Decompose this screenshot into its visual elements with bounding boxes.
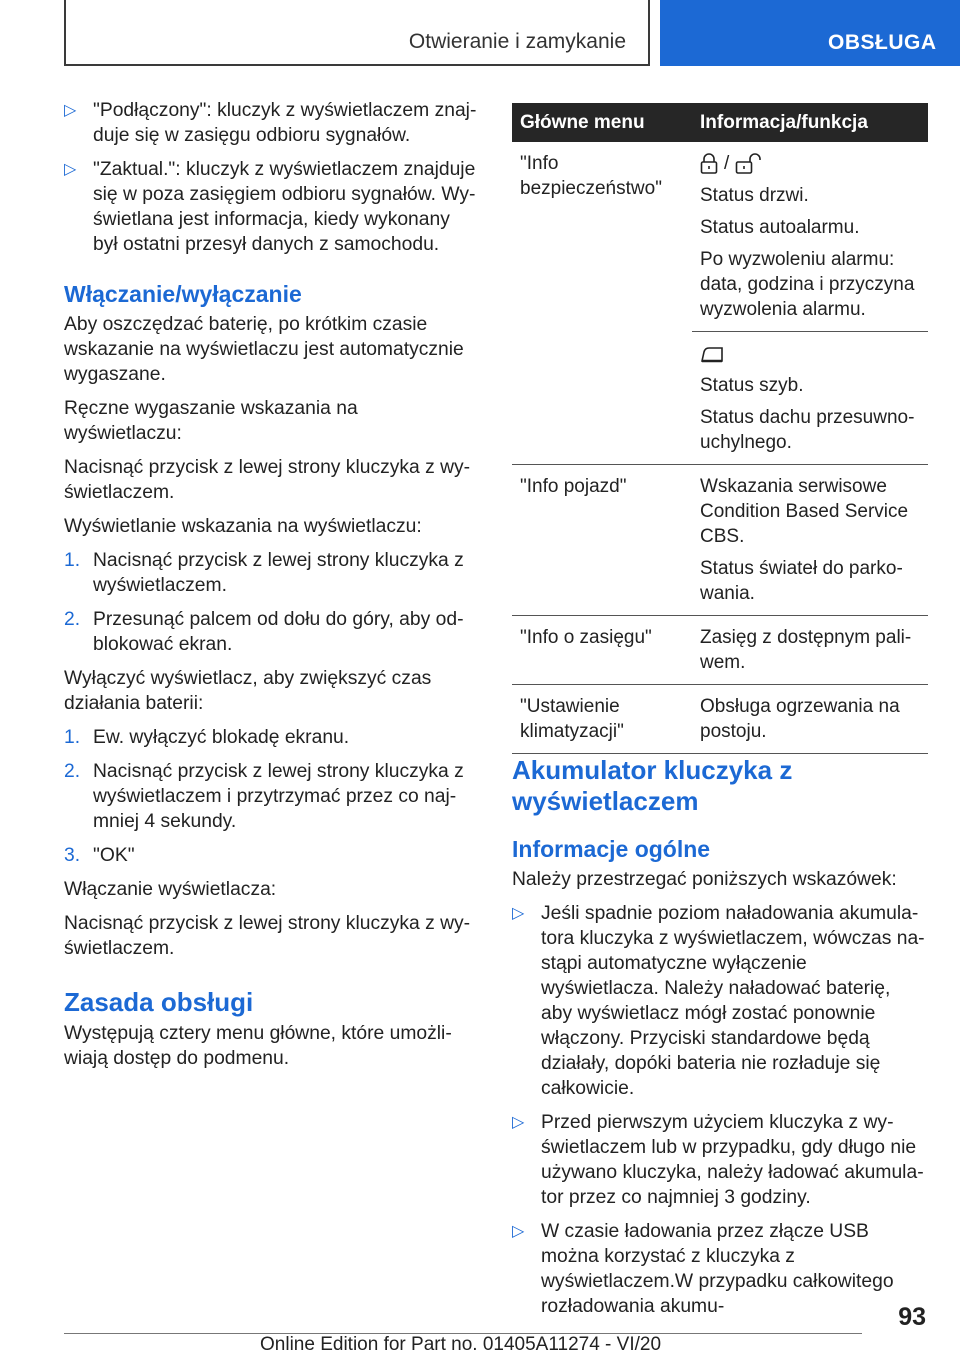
list-item: ▷ W czasie ładowania przez złącze USB można korzystać z kluczyka z wyświetlaczem.W przypadku całkowitego rozładowania akumu- (512, 1221, 894, 1317)
cell-text: Status autoalarmu. (700, 217, 860, 238)
list-item: ▷ "Podłączony": kluczyk z wyświetlaczem znajduje się w zasięgu odbioru sygnałów. (64, 100, 477, 146)
paragraph: Nacisnąć przycisk z lewej strony kluczyka z wyświetlaczem. (64, 913, 471, 959)
triangle-bullet-icon: ▷ (64, 102, 77, 119)
chapter-tab-label: OBSŁUGA (828, 31, 937, 54)
left-column (64, 98, 478, 1080)
heading-principle: Zasada obsługi (64, 987, 254, 1017)
triangle-bullet-icon: ▷ (512, 905, 525, 922)
table-cell (692, 142, 928, 464)
step-number: 1. (64, 727, 81, 748)
header-frame (64, 0, 650, 66)
column-header: Informacja/funkcja (700, 112, 868, 133)
step-item: 3. "OK" (64, 845, 135, 866)
footer-edition: Online Edition for Part no. 01405A11274 - VI/20 (260, 1334, 662, 1355)
table-row (512, 142, 928, 465)
step-item: 2. Nacisnąć przycisk z lewej strony kluczyka z wyświetlaczem i przytrzymać przez co najmniej 4 sekundy. (64, 761, 464, 832)
table-cell: "Info o zasięgu" (520, 627, 652, 648)
lock-open-icon (735, 153, 761, 175)
cell-text: Obsługa ogrzewania na postoju. (700, 696, 900, 742)
step-item: 1. Ew. wyłączyć blokadę ekranu. (64, 727, 350, 748)
step-number: 3. (64, 845, 81, 866)
table-cell: "Info pojazd" (520, 476, 627, 497)
chapter-tab[interactable] (660, 0, 960, 66)
step-item: 1. Nacisnąć przycisk z lewej strony kluczyka z wyświetlaczem. (64, 550, 464, 596)
paragraph: Występują cztery menu główne, które umożliwiają dostęp do podmenu. (64, 1023, 452, 1069)
cell-text: Zasięg z dostępnym paliwem. (700, 627, 912, 673)
triangle-bullet-icon: ▷ (512, 1223, 525, 1240)
paragraph: Wyświetlanie wskazania na wyświetlaczu: (64, 516, 422, 537)
cell-text: Status świateł do parkowania. (700, 558, 903, 604)
sub-block (692, 474, 928, 606)
triangle-bullet-icon: ▷ (512, 1114, 525, 1131)
table-cell: "Ustawienie klimatyzacji" (520, 696, 624, 742)
table-header (512, 103, 928, 142)
step-number: 2. (64, 761, 81, 782)
table-row (512, 685, 928, 754)
step-number: 1. (64, 550, 81, 571)
table-cell: "Info bezpieczeństwo" (520, 153, 662, 199)
cell-text: Wskazania serwisowe Condition Based Service CBS. (700, 476, 909, 547)
icon-group (700, 151, 928, 176)
section-title: Otwieranie i zamykanie (408, 30, 626, 53)
icon-group (700, 341, 928, 366)
column-header: Główne menu (520, 112, 645, 133)
table-cell (692, 465, 928, 615)
step-number: 2. (64, 609, 81, 630)
paragraph: Aby oszczędzać baterię, po krótkim czasie wskazanie na wyświetlaczu jest automatycznie wygaszane. (64, 314, 464, 385)
triangle-bullet-icon: ▷ (64, 161, 77, 178)
sub-block (692, 625, 928, 675)
cell-text: Po wyzwoleniu alarmu: data, godzina i przyczyna wyzwolenia alarmu. (700, 249, 915, 320)
list-item: ▷ Przed pierwszym użyciem kluczyka z wyświetlaczem lub w przypadku, gdy długo nie używano kluczyka, należy ładować akumulator przez co najmniej 3 godziny. (512, 1112, 924, 1208)
table-cell (692, 685, 928, 753)
paragraph: Wyłączyć wyświetlacz, aby zwiększyć czas działania baterii: (64, 668, 432, 714)
step-item: 2. Przesunąć palcem od dołu do góry, aby odblokować ekran. (64, 609, 464, 655)
heading-general: Informacje ogólne (512, 836, 711, 862)
table-row (512, 616, 928, 685)
lock-closed-icon (700, 153, 718, 175)
page-number: 93 (898, 1303, 926, 1331)
sub-block (692, 332, 928, 455)
menu-table (512, 103, 928, 754)
list-item: ▷ "Zaktual.": kluczyk z wyświetlaczem znajduje się w poza zasięgiem odbioru sygnałów. Wyświetlana jest informacja, kiedy wykonany był ostatni przesył danych z samochodu. (64, 159, 476, 255)
cell-text: Status dachu przesuwno-uchylnego. (700, 407, 915, 453)
paragraph: Włączanie wyświetlacza: (64, 879, 277, 900)
paragraph: Ręczne wygaszanie wskazania na wyświetlaczu: (64, 398, 358, 444)
paragraph: Należy przestrzegać poniższych wskazówek: (512, 869, 897, 890)
heading-onoff: Włączanie/wyłączanie (64, 281, 302, 307)
sub-block (692, 151, 928, 332)
sub-block (692, 694, 928, 744)
right-column (512, 755, 926, 1328)
table-cell (692, 616, 928, 684)
cell-text: Status szyb. (700, 375, 804, 396)
table-row (512, 465, 928, 616)
cell-text: Status drzwi. (700, 185, 809, 206)
slash-separator: / (724, 153, 730, 174)
window-icon (700, 344, 724, 364)
paragraph: Nacisnąć przycisk z lewej strony kluczyka z wyświetlaczem. (64, 457, 471, 503)
heading-battery: Akumulator kluczyka z wyświetlaczem (512, 755, 793, 816)
list-item: ▷ Jeśli spadnie poziom naładowania akumulatora kluczyka z wyświetlaczem, wówczas nastąpi automatyczne wyłączenie wyświetlacza. Należy naładować baterię, aby wyświetlacz mógł zostać ponownie włączony. Przyciski standardowe będą działały, dopóki bateria nie rozładuje się całkowicie. (512, 903, 925, 1099)
